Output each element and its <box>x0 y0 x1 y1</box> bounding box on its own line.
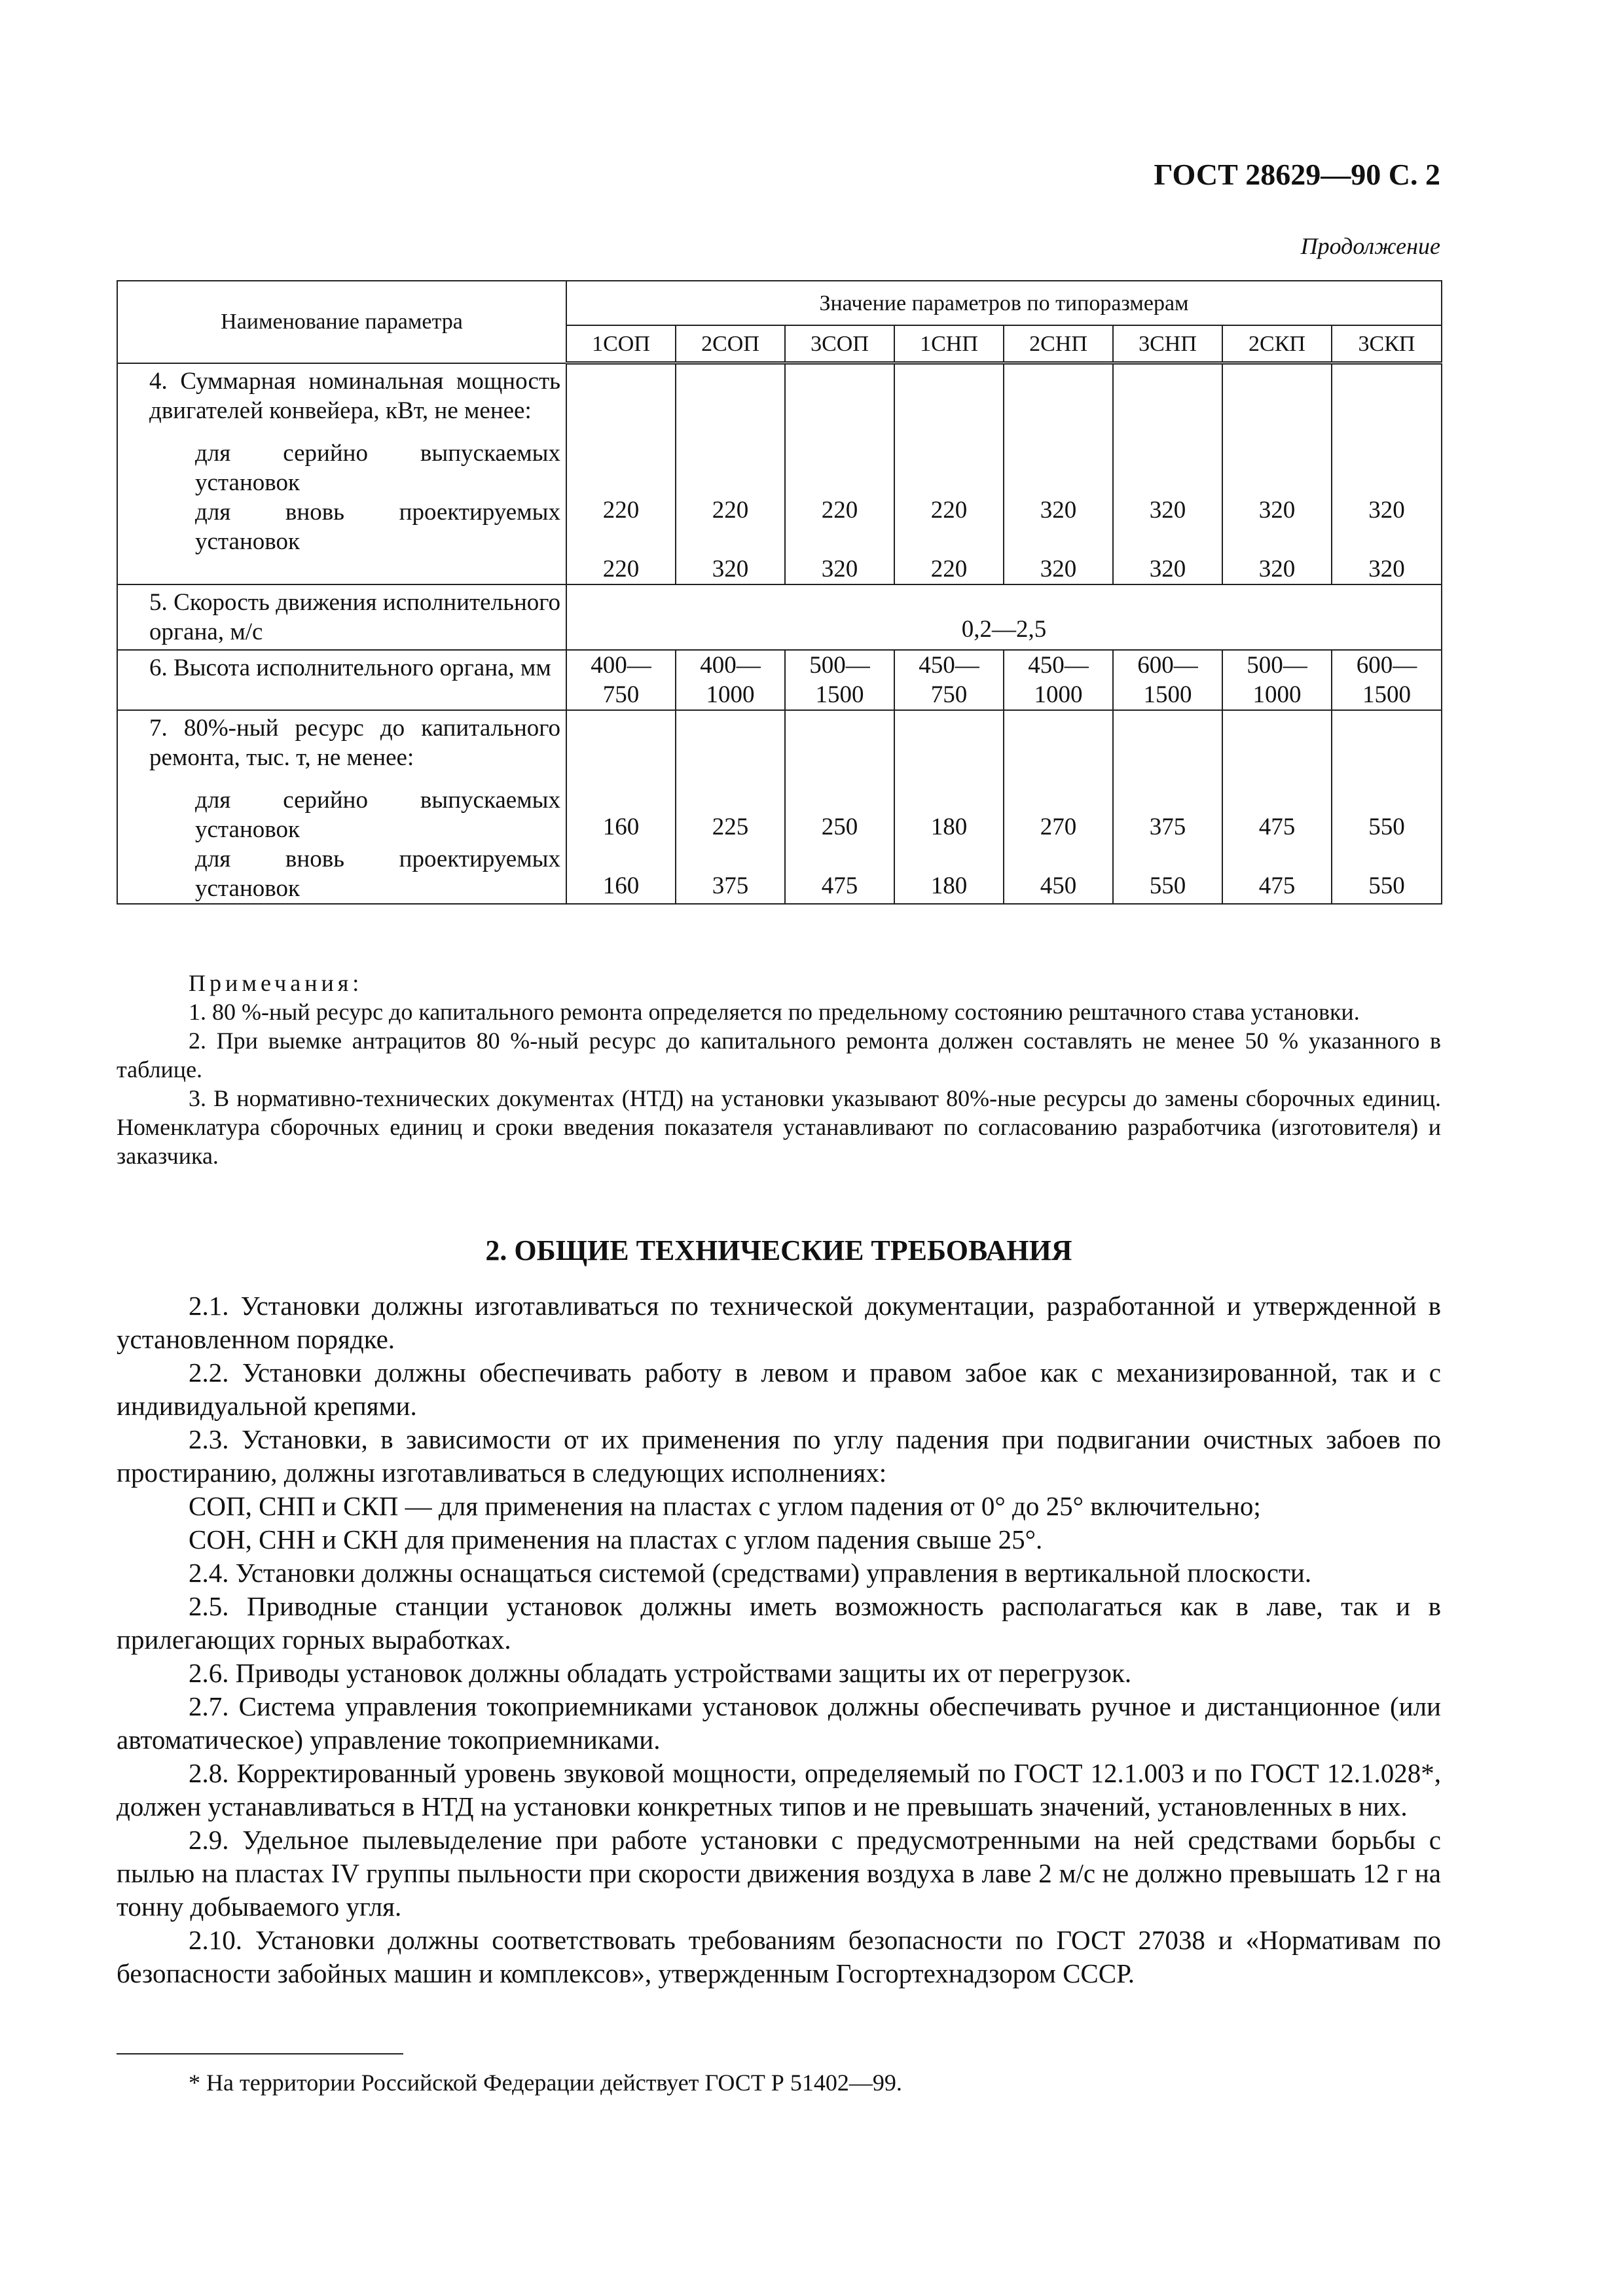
table-cell: 225 375 <box>676 710 785 904</box>
size-header: 2СОП <box>676 325 785 363</box>
note-item: 2. При выемке антрацитов 80 %-ный ресурс до капитального ремонта должен составлять не менее 50 % указанного в таблице. <box>117 1028 1441 1083</box>
paragraph: 2.8. Корректированный уровень звуковой мощности, определяемый по ГОСТ 12.1.003 и по ГОСТ 12.1.028*, должен устанавливаться в НТД на установки конкретных типов и не превышать значений, установленных в них. <box>117 1758 1441 1821</box>
sub-label-serial: для серийно выпускаемых установок <box>195 787 560 843</box>
row-label <box>117 584 566 650</box>
row-title: 4. Суммарная номинальная мощность двигателей конвейера, кВт, не менее: <box>149 367 560 424</box>
paragraph: 2.9. Удельное пылевыделение при работе установки с предусмотренными на ней средствами борьбы с пылью на пластах IV группы пыльности при скорости движения воздуха в лаве 2 м/с не должно превышать 12 г на тонну добываемого угля. <box>117 1825 1441 1922</box>
size-header: 3СНП <box>1113 325 1222 363</box>
notes-title: Примечания: <box>189 970 363 996</box>
size-header: 1СОП <box>566 325 676 363</box>
table-cell: 320 320 <box>1222 363 1332 585</box>
size-header: 2СКП <box>1222 325 1332 363</box>
size-header: 2СНП <box>1004 325 1113 363</box>
footnote-divider <box>117 2053 403 2054</box>
section-title: 2. ОБЩИЕ ТЕХНИЧЕСКИЕ ТРЕБОВАНИЯ <box>485 1234 1072 1266</box>
note-item: 3. В нормативно-технических документах (НТД) на установки указывают 80%-ные ресурсы до замены сборочных единиц. Номенклатура сборочных единиц и сроки введения показателя устанавливают по согласованию разработчика (изготовителя) и заказчика. <box>117 1085 1441 1169</box>
table-cell: 270 450 <box>1004 710 1113 904</box>
row-label <box>117 650 566 710</box>
column-header-values: Значение параметров по типоразмерам <box>566 281 1442 325</box>
table-cell: 375 550 <box>1113 710 1222 904</box>
section-body <box>117 1289 1441 1990</box>
table-cell: 600— 1500 <box>1332 650 1442 710</box>
parameters-table <box>117 280 1442 905</box>
paragraph: СОП, СНП и СКП — для применения на пластах с углом падения от 0° до 25° включительно; <box>189 1491 1261 1521</box>
table-cell: 550 550 <box>1332 710 1442 904</box>
table-cell: 220 320 <box>785 363 894 585</box>
paragraph: 2.2. Установки должны обеспечивать работу в левом и правом забое как с механизированной, так и с индивидуальной крепями. <box>117 1357 1441 1421</box>
table-cell: 500— 1000 <box>1222 650 1332 710</box>
table-cell: 320 320 <box>1004 363 1113 585</box>
footnote: * На территории Российской Федерации действует ГОСТ Р 51402—99. <box>189 2070 902 2096</box>
table-cell: 400— 750 <box>566 650 676 710</box>
paragraph: 2.3. Установки, в зависимости от их применения по углу падения при подвигании очистных забоев по простиранию, должны изготавливаться в следующих исполнениях: <box>117 1424 1441 1488</box>
size-header: 3СОП <box>785 325 894 363</box>
row-title: 6. Высота исполнительного органа, мм <box>149 655 551 681</box>
document-code: ГОСТ 28629—90 С. 2 <box>1154 158 1440 191</box>
notes-block <box>117 969 1441 1170</box>
table-row-speed <box>117 584 1442 650</box>
sub-label-new: для вновь проектируемых установок <box>195 846 560 902</box>
table-cell: 475 475 <box>1222 710 1332 904</box>
column-header-parameter: Наименование параметра <box>117 281 566 363</box>
table-cell: 500— 1500 <box>785 650 894 710</box>
row-title: 5. Скорость движения исполнительного органа, м/с <box>149 589 560 645</box>
table-cell: 320 320 <box>1332 363 1442 585</box>
paragraph: 2.6. Приводы установок должны обладать устройствами защиты их от перегрузок. <box>189 1658 1132 1688</box>
size-header: 1СНП <box>894 325 1004 363</box>
table-cell: 220 220 <box>894 363 1004 585</box>
row-label <box>117 363 566 585</box>
table-cell: 400— 1000 <box>676 650 785 710</box>
table-cell-span: 0,2—2,5 <box>566 584 1442 650</box>
row-label <box>117 710 566 904</box>
table-row-resource <box>117 710 1442 904</box>
table-cell: 160 160 <box>566 710 676 904</box>
continuation-label: Продолжение <box>1300 233 1440 259</box>
paragraph: СОН, СНН и СКН для применения на пластах с углом падения свыше 25°. <box>189 1524 1043 1554</box>
note-item: 1. 80 %-ный ресурс до капитального ремонта определяется по предельному состоянию рештачного става установки. <box>189 999 1360 1025</box>
table-cell: 220 320 <box>676 363 785 585</box>
paragraph: 2.10. Установки должны соответствовать требованиям безопасности по ГОСТ 27038 и «Нормативам по безопасности забойных машин и комплексов», утвержденным Госгортехнадзором СССР. <box>117 1925 1441 1988</box>
table-cell: 250 475 <box>785 710 894 904</box>
table-cell: 450— 750 <box>894 650 1004 710</box>
table-cell: 220 220 <box>566 363 676 585</box>
table-cell: 320 320 <box>1113 363 1222 585</box>
paragraph: 2.4. Установки должны оснащаться системой (средствами) управления в вертикальной плоскости. <box>189 1558 1312 1588</box>
size-header: 3СКП <box>1332 325 1442 363</box>
sub-label-serial: для серийно выпускаемых установок <box>195 439 560 496</box>
paragraph: 2.1. Установки должны изготавливаться по технической документации, разработанной и утвержденной в установленном порядке. <box>117 1291 1441 1354</box>
table-cell: 600— 1500 <box>1113 650 1222 710</box>
row-title: 7. 80%-ный ресурс до капитального ремонта, тыс. т, не менее: <box>149 715 560 771</box>
paragraph: 2.7. Система управления токоприемниками установок должны обеспечивать ручное и дистанционное (или автоматическое) управление токоприемниками. <box>117 1691 1441 1755</box>
table-row-power <box>117 363 1442 585</box>
table-cell: 180 180 <box>894 710 1004 904</box>
table-cell: 450— 1000 <box>1004 650 1113 710</box>
paragraph: 2.5. Приводные станции установок должны иметь возможность располагаться как в лаве, так и в прилегающих горных выработках. <box>117 1591 1441 1655</box>
sub-label-new: для вновь проектируемых установок <box>195 498 560 555</box>
table-row-height <box>117 650 1442 710</box>
